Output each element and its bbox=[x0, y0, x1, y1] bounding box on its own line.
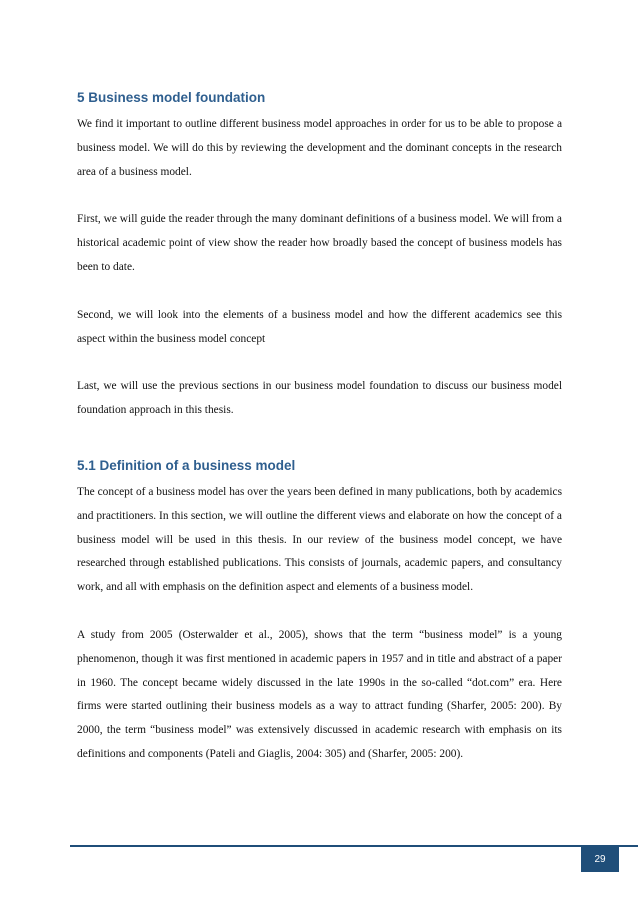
subsection-paragraph-2: A study from 2005 (Osterwalder et al., 2005), shows that the term “business model” is a young phenomenon, though it was first mentioned in academic papers in 1957 and in title and abstract of a paper in 1960. The concept became widely discussed in the late 1990s in the so-called “dot.com” era. Here firms were started outlining their business models as a way to attract funding (Sharfer, 2005: 200). By 2000, the term “business model” was extensively discussed in academic research with emphasis on its definitions and components (Pateli and Giaglis, 2004: 305) and (Sharfer, 2005: 200). bbox=[77, 628, 562, 760]
page-number: 29 bbox=[581, 847, 619, 872]
section-heading: 5 Business model foundation bbox=[77, 90, 266, 105]
subsection-paragraph-1: The concept of a business model has over the years been defined in many publications, both by academics and practitioners. In this section, we will outline the different views and elaborate on how the concept of a business model will be used in this thesis. In our review of the business model concept, we have researched through established publications. This consists of journals, academic papers, and consultancy work, and all with emphasis on the definition aspect and elements of a business model. bbox=[77, 485, 562, 594]
section-paragraph-1: We find it important to outline different business model approaches in order for us to be able to propose a business model. We will do this by reviewing the development and the dominant concepts in the research area of a business model. bbox=[77, 118, 562, 178]
footer-rule bbox=[70, 845, 638, 847]
section-paragraph-2: First, we will guide the reader through the many dominant definitions of a business model. We will from a historical academic point of view show the reader how broadly based the concept of business models has been to date. bbox=[77, 213, 562, 273]
section-paragraph-4: Last, we will use the previous sections in our business model foundation to discuss our business model foundation approach in this thesis. bbox=[77, 380, 562, 417]
section-paragraph-3: Second, we will look into the elements of a business model and how the different academics see this aspect within the business model concept bbox=[77, 308, 562, 345]
page-content bbox=[77, 88, 562, 767]
subsection-heading: 5.1 Definition of a business model bbox=[77, 457, 296, 473]
